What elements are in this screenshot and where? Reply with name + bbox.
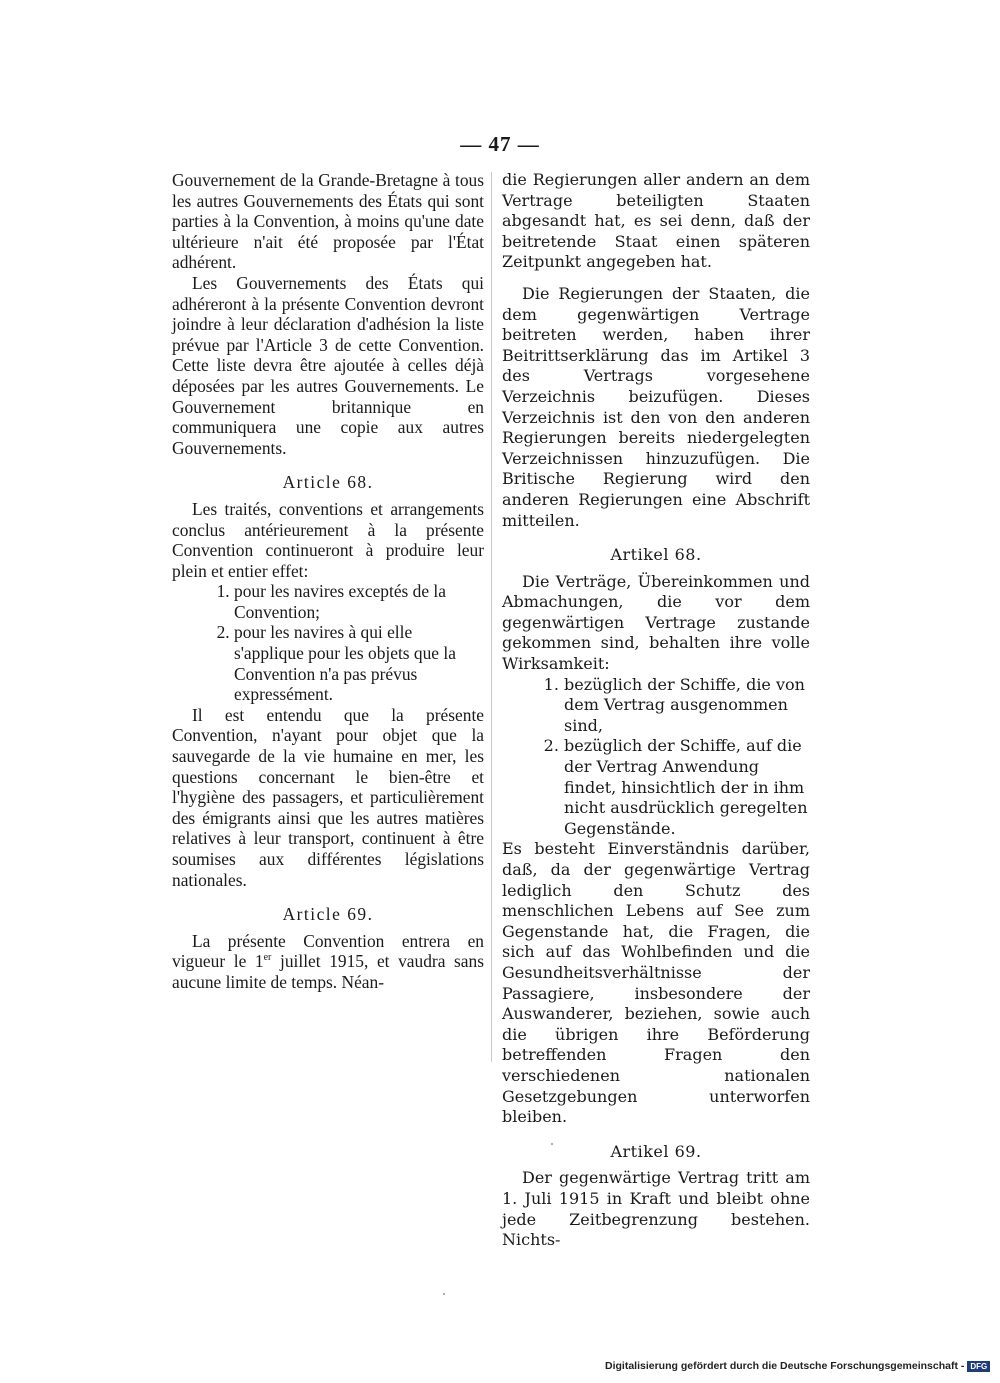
french-paragraph-2: Les Gouvernements des États qui adhéreront à la présente Convention devront joindre à leur déclaration d'adhésion la liste prévue par l'Article 3 de cette Convention. Cette liste devra être ajoutée à celles déjà déposées par les autres Gouvernements. Le Gouvernement britannique en communiquera une copie aux autres Gouvernements. [172, 272, 484, 458]
ordinal-superscript: er [263, 952, 272, 964]
footer-text: Digitalisierung gefördert durch die Deutsche Forschungsgemeinschaft - [605, 1360, 965, 1372]
french-column [172, 170, 484, 993]
german-article-68-intro: Die Verträge, Übereinkommen und Abmachungen, die vor dem gegenwärtigen Vertrage zustande gekommen sind, behalten ihre volle Wirksamkeit: [502, 571, 810, 674]
german-article-69-heading: Artikel 69. [610, 1141, 702, 1161]
french-article-68-heading: Article 68. [282, 472, 374, 493]
column-divider [491, 172, 492, 1062]
french-article-69-text-a: La présente Convention entrera en vigueur le 1 [172, 930, 484, 972]
german-column [502, 170, 810, 1251]
german-article-69-text: Der gegenwärtige Vertrag tritt am 1. Juli 1915 in Kraft und bleibt ohne jede Zeitbegrenzung bestehen. Nichts- [502, 1168, 810, 1250]
page-number: — 47 — [460, 132, 540, 156]
digitization-footer [605, 1360, 990, 1372]
german-article-68-paragraph-2: Es besteht Einverständnis darüber, daß, da der gegenwärtige Vertrag lediglich den Schutz des menschlichen Lebens auf See zum Gegenstande hat, die Fragen, die sich auf das Wohlbefinden und die Gesundheitsverhältnisse der Passagiere, insbesondere der Auswanderer, beziehen, sowie auch die übrigen ihre Beförderung betreffenden Fragen den verschiedenen nationalen Gesetzgebungen unterworfen bleiben. [502, 839, 810, 1127]
list-item: 1. bezüglich der Schiffe, die von dem Vertrag ausgenommen sind, [564, 675, 810, 737]
french-article-69-heading: Article 69. [282, 904, 374, 925]
french-article-69-text [172, 931, 484, 993]
list-item: 2. bezüglich der Schiffe, auf die der Vertrag Anwendung findet, hinsichtlich der in ihm nicht ausdrücklich geregelten Gegenstände. [564, 736, 810, 839]
list-item: 1. pour les navires exceptés de la Convention; [234, 581, 484, 622]
french-paragraph-1: Gouvernement de la Grande-Bretagne à tous les autres Gouvernements des États qui sont parties à la Convention, à moins qu'une date ultérieure n'ait été proposée par l'État adhérent. [172, 170, 484, 273]
french-article-68-paragraph-2: Il est entendu que la présente Convention, n'ayant pour objet que la sauvegarde de la vie humaine en mer, les questions concernant le bien-être et l'hygiène des passagers, et particulièrement des émigrants ainsi que les autres matières relatives à leur transport, continuent à être soumises aux différentes législations nationales. [172, 704, 484, 890]
german-article-68-list [502, 675, 810, 840]
list-item: 2. pour les navires à qui elle s'applique pour les objets que la Convention n'a pas prévus expressément. [234, 622, 484, 704]
french-article-68-intro: Les traités, conventions et arrangements conclus antérieurement à la présente Convention continueront à produire leur plein et entier effet: [172, 498, 484, 581]
german-paragraph-2: Die Regierungen der Staaten, die dem gegenwärtigen Vertrage beitreten werden, haben ihrer Beitrittserklärung das im Artikel 3 des Vertrags vorgesehene Verzeichnis beizufügen. Dieses Verzeichnis ist den von den anderen Regierungen bereits niedergelegten Verzeichnissen hinzuzufügen. Die Britische Regierung wird den anderen Regierungen eine Abschrift mitteilen. [502, 283, 810, 530]
dfg-logo: DFG [967, 1361, 990, 1372]
german-article-68-heading: Artikel 68. [610, 545, 702, 565]
scan-speck [443, 1293, 445, 1295]
french-article-69-text-b: juillet 1915, et vaudra sans aucune limite de temps. Néan- [172, 951, 484, 992]
scan-speck [551, 1143, 553, 1145]
french-article-68-list [172, 581, 484, 705]
german-paragraph-1: die Regierungen aller andern an dem Vertrage beteiligten Staaten abgesandt hat, es sei denn, daß der beitretende Staat einen späteren Zeitpunkt angegeben hat. [502, 170, 810, 272]
